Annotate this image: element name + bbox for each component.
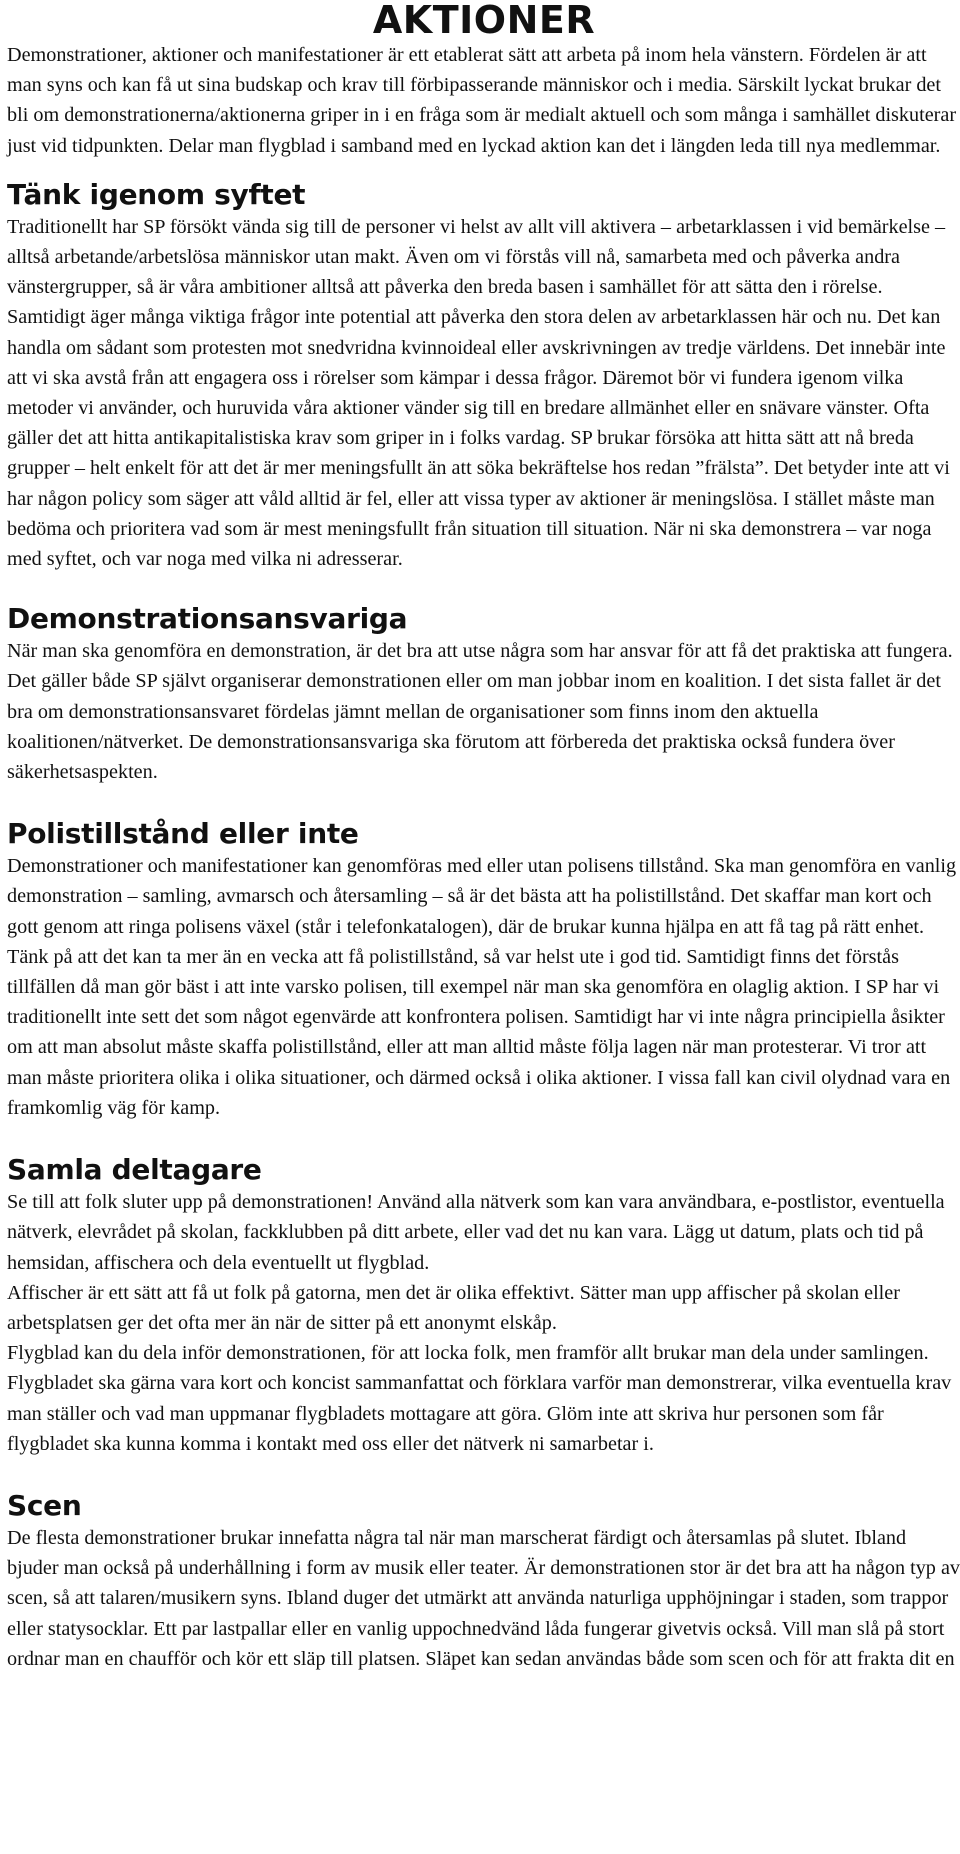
section-heading: Samla deltagare (7, 1153, 262, 1187)
section-heading: Demonstrationsansvariga (7, 602, 408, 636)
section-samla-deltagare (7, 1153, 960, 1459)
section-paragraph: Flygblad kan du dela inför demonstrationen, för att locka folk, men framför allt brukar man dela under samlingen. Flygbladet ska gärna vara kort och koncist sammanfattat och förklara varför man demonstrerar, vilka eventuella krav man ställer och vad man uppmanar flygbladets mottagare att göra. Glöm inte att skriva hur personen som får flygbladet ska kunna komma i kontakt med oss eller det nätverk ni samarbetar i. (7, 1342, 952, 1455)
document-title: AKTIONER (372, 0, 596, 42)
section-paragraph: De flesta demonstrationer brukar innefatta några tal när man marscherat färdigt och återsamlas på slutet. Ibland bjuder man också på underhållning i form av musik eller teater. Är demonstrationen stor är det bra att ha någon typ av scen, så att talaren/musikern syns. Ibland duger det utmärkt att använda naturliga upphöjningar i staden, som trappor eller statysocklar. Ett par lastpallar eller en vanlig uppochnedvänd låda fungerar givetvis också. Vill man slå på stort ordnar man en chaufför och kör ett släp till platsen. Släpet kan sedan användas både som scen och för att frakta dit en (7, 1526, 960, 1670)
intro-paragraph: Demonstrationer, aktioner och manifestationer är ett etablerat sätt att arbeta på inom hela vänstern. Fördelen är att man syns och kan få ut sina budskap och krav till förbipasserande människor och i media. Särskilt lyckat brukar det bli om demonstrationerna/aktionerna griper in i en fråga som är medialt aktuell och som många i samhället diskuterar just vid tidpunkten. Delar man flygblad i samband med en lyckad aktion kan det i längden leda till nya medlemmar. (7, 44, 957, 157)
section-paragraph: Demonstrationer och manifestationer kan genomföras med eller utan polisens tillstånd. Ska man genomföra en vanlig demonstration – samling, avmarsch och återsamling – så är det bästa att ha polistillstånd. Det skaffar man kort och gott genom att ringa polisens växel (står i telefonkatalogen), där de brukar kunna hjälpa en att få tag på rätt enhet. Tänk på att det kan ta mer än en vecka att få polistillstånd, så var helst ute i god tid. Samtidigt finns det förstås tillfällen då man gör bäst i att inte varsko polisen, till exempel när man ska genomföra en olaglig aktion. I SP har vi traditionellt inte sett det som något egenvärde att konfrontera polisen. Samtidigt har vi inte några principiella åsikter om att man absolut måste skaffa polistillstånd, eller att man alltid måste följa lagen när man protesterar. Vi tror att man måste prioritera olika i olika situationer, och därmed också i olika aktioner. I vissa fall kan civil olydnad vara en framkomlig väg för kamp. (7, 855, 957, 1119)
section-paragraph: Se till att folk sluter upp på demonstrationen! Använd alla nätverk som kan vara användbara, e-postlistor, eventuella nätverk, elevrådet på skolan, fackklubben på ditt arbete, eller vad det nu kan vara. Lägg ut datum, plats och tid på hemsidan, affischera och dela eventuellt ut flygblad. (7, 1191, 945, 1274)
section-heading: Tänk igenom syftet (7, 177, 306, 211)
section-paragraph: När man ska genomföra en demonstration, är det bra att utse några som har ansvar för att få det praktiska att fungera. Det gäller både SP självt organiserar demonstrationen eller om man jobbar inom en koalition. I det sista fallet är det bra om demonstrationsansvaret fördelas jämnt mellan de organisationer som finns inom den aktuella koalitionen/nätverket. De demonstrationsansvariga ska förutom att förbereda det praktiska också fundera över säkerhetsaspekten. (7, 640, 953, 784)
section-heading: Scen (7, 1488, 82, 1522)
section-demonstrationsansvariga (7, 602, 960, 787)
section-scen (7, 1489, 960, 1674)
section-paragraph: Traditionellt har SP försökt vända sig till de personer vi helst av allt vill aktivera – arbetarklassen i vid bemärkelse – alltså arbetande/arbetslösa människor utan makt. Även om vi förstås vill nå, samarbeta med och påverka andra vänstergrupper, så är våra ambitioner alltså att påverka den breda basen i samhället för att sätta den i rörelse. Samtidigt äger många viktiga frågor inte potential att påverka den stora delen av arbetarklassen här och nu. Det kan handla om sådant som protesten mot snedvridna kvinnoideal eller avskrivningen av tredje världens. Det innebär inte att vi ska avstå från att engagera oss i rörelser som kämpar i dessa frågor. Däremot bör vi fundera igenom vilka metoder vi använder, och huruvida våra aktioner vänder sig till en bredare allmänhet eller en snävare vänster. Ofta gäller det att hitta antikapitalistiska krav som griper in i folks vardag. SP brukar försöka att hitta sätt att nå breda grupper – helt enkelt för att det är mer meningsfullt än att söka bekräftelse hos redan ”frälsta”. Det betyder inte att vi har någon policy som säger att våld alltid är fel, eller att vissa typer av aktioner är meningslösa. I stället måste man bedöma och prioritera vad som är mest meningsfullt från situation till situation. När ni ska demonstrera – var noga med syftet, och var noga med vilka ni adresserar. (7, 215, 950, 571)
section-syftet (7, 178, 960, 574)
section-heading: Polistillstånd eller inte (7, 817, 359, 851)
section-polistillstand (7, 817, 960, 1123)
document-page (7, 0, 960, 1674)
section-paragraph: Affischer är ett sätt att få ut folk på gatorna, men det är olika effektivt. Sätter man upp affischer på skolan eller arbetsplatsen ger det ofta mer än när de sitter på ett anonymt elskåp. (7, 1281, 900, 1334)
